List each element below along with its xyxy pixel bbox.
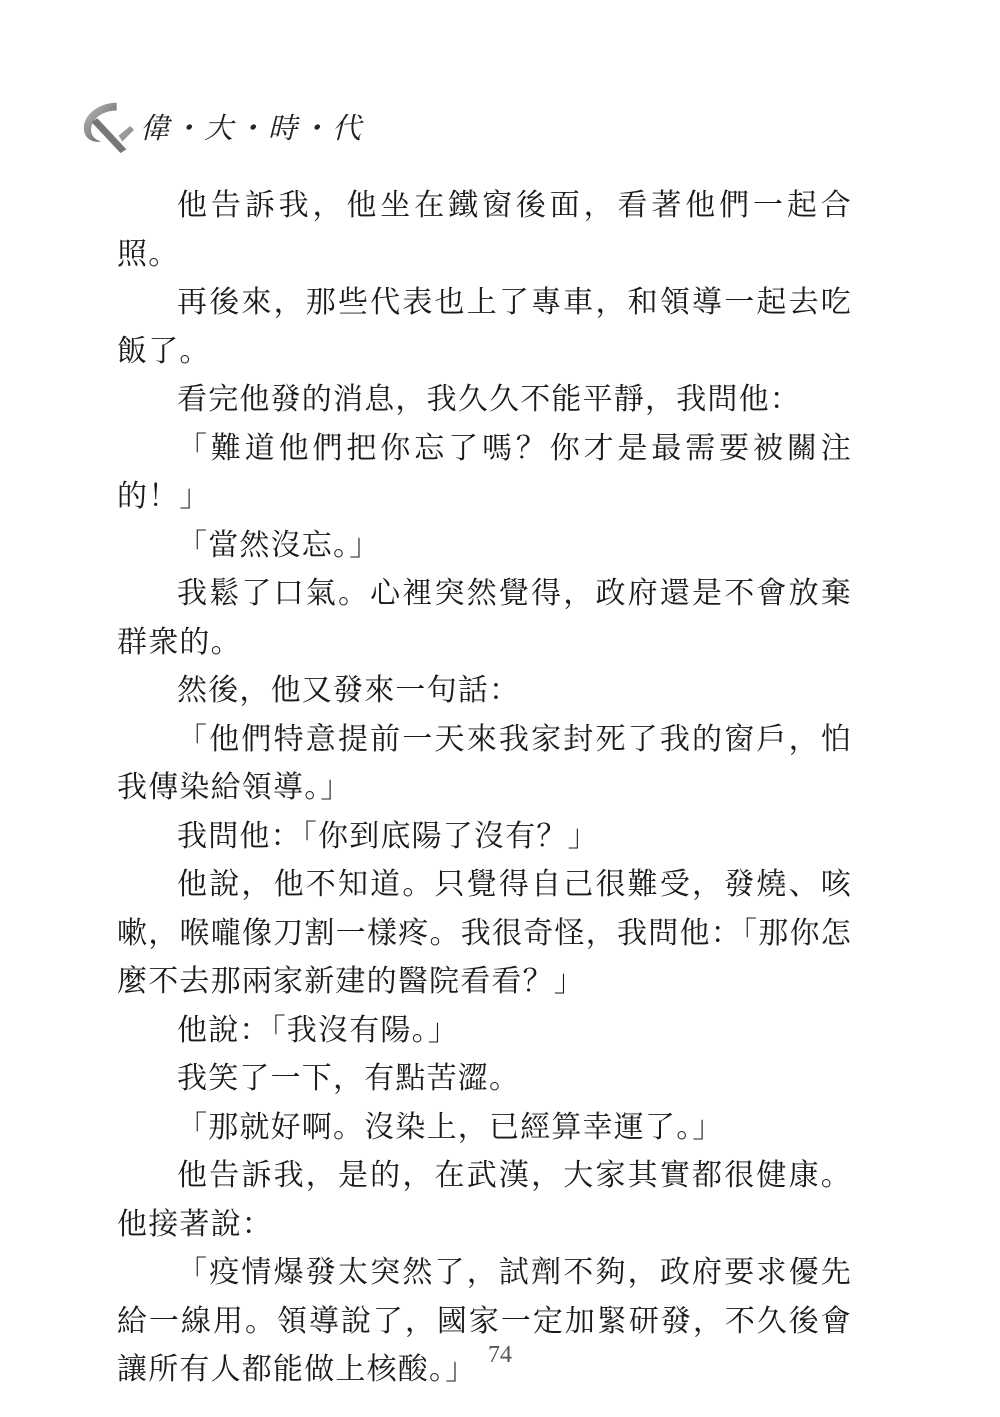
body-text — [117, 182, 852, 1395]
paragraph: 他說，他不知道。只覺得自己很難受，發燒、咳嗽，喉嚨像刀割一樣疼。我很奇怪，我問他：「那你怎麼不去那兩家新建的醫院看看？」 — [117, 867, 852, 999]
paragraph: 「那就好啊。沒染上，已經算幸運了。」 — [177, 1109, 724, 1145]
paragraph: 然後，他又發來一句話： — [177, 673, 521, 708]
paragraph: 他告訴我，是的，在武漢，大家其實都很健康。他接著說： — [117, 1158, 852, 1242]
paragraph: 「當然沒忘。」 — [177, 527, 381, 563]
paragraph: 我鬆了口氣。心裡突然覺得，政府還是不會放棄群衆的。 — [117, 576, 852, 660]
paragraph: 再後來，那些代表也上了專車，和領導一起去吃飯了。 — [117, 285, 852, 369]
paragraph: 「疫情爆發太突然了，試劑不夠，政府要求優先給一線用。領導說了，國家一定加緊研發，不久後會讓所有人都能做上核酸。」 — [117, 1255, 852, 1387]
paragraph: 我問他：「你到底陽了沒有？」 — [177, 818, 599, 854]
series-title: 偉・大・時・代 — [140, 110, 365, 145]
paragraph: 他告訴我，他坐在鐵窗後面，看著他們一起合照。 — [117, 188, 852, 272]
paragraph: 「難道他們把你忘了嗎？你才是最需要被關注的！」 — [117, 430, 852, 514]
paragraph: 我笑了一下，有點苦澀。 — [177, 1061, 521, 1096]
running-header — [78, 96, 364, 156]
page-number: 74 — [488, 1342, 512, 1368]
paragraph: 「他們特意提前一天來我家封死了我的窗戶，怕我傳染給領導。」 — [117, 721, 852, 805]
sickle-logo-icon — [78, 97, 136, 155]
paragraph: 他說：「我沒有陽。」 — [177, 1012, 459, 1048]
paragraph: 看完他發的消息，我久久不能平靜，我問他： — [177, 382, 801, 417]
